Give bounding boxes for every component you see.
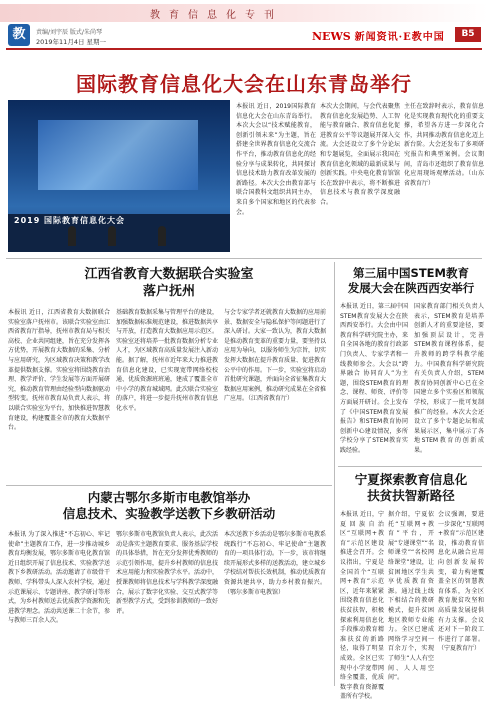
lead-article-col3: 主任在致辞时表示，教育信息化是实现教育现代化的重要支撑，希望各方进一步深化合作，共同推动教育信息化迈上新台阶。大会还发布了多项研究报告和典型案例。会议期间，青岛市还组织了教育信息化应用现场观摩活动。（山东省教育厅） bbox=[404, 103, 484, 187]
ningxia-headline-line1: 宁夏探索教育信息化 bbox=[354, 472, 468, 487]
photo-figure bbox=[108, 226, 116, 246]
jiangxi-headline-line2: 落户抚州 bbox=[142, 284, 195, 299]
issue-date: 2019年11月4日 星期一 bbox=[36, 38, 107, 46]
ordos-article-col2: 鄂尔多斯市电教馆负责人表示，此次活动是落实主题教育要求、服务基层学校的具体举措，旨在充分发挥优秀教师的示范引领作用，提升乡村教师的信息技术应用能力和实验教学水平。活动中，授课教师将信息技术与学科教学深度融合，展示了数字化实验、交互式教学等新型教学方式，受到参训教师的一致好评。 bbox=[116, 531, 219, 615]
conference-photo bbox=[8, 100, 230, 252]
jiangxi-article-col1: 本报讯 近日，江西省教育大数据联合实验室落户抚州市。该联合实验室由江西省教育厅指导，抚州市教育局与相关高校、企业共同组建，旨在充分发挥各方优势，开展教育大数据的采集、分析与应用研究，为区域教育决策和教学改革提供数据支撑。实验室将围绕教育治理、教学评价、学生发展等方面开展研究，推动教育管理由经验型向数据驱动型转变。抚州市教育局负责人表示，将以联合实验室为平台，加快推进智慧教育建设，构建覆盖全市的教育大数据平台。 bbox=[8, 309, 111, 432]
ordos-article-col1: 本报讯 为了深入推进“不忘初心、牢记使命”主题教育工作，进一步推动城乡教育均衡发展，鄂尔多斯市电化教育馆近日组织开展了信息技术、实验教学送教下乡教研活动。活动邀请了市级骨干教师、学科带头人深入农村学校，通过示范课展示、专题讲座、教学研讨等形式，为乡村教师送去优质教学资源和先进教学理念。活动共送课二十余节，参与教师三百余人次。 bbox=[8, 531, 111, 625]
header-divider bbox=[6, 48, 482, 50]
lead-headline: 国际教育信息化大会在山东青岛举行 bbox=[76, 72, 412, 96]
masthead bbox=[0, 0, 488, 52]
lead-article-col1: 本报讯 近日，2019国际教育信息化大会在山东青岛举行。本次大会以“技术赋能教育，创新引领未来”为主题，旨在搭建全世界教育信息化交流合作平台，推动教育信息化的经验分享与成果转化，共同探讨信息技术助力教育改革发展的新路径。本次大会由教育部与联合国教科文组织共同主办，来自多个国家和地区的代表参会。 bbox=[236, 103, 316, 216]
section-label bbox=[312, 28, 445, 43]
shaanxi-article-col1: 本报讯 近日，第三届中国STEM教育发展大会在陕西西安举行。大会由中国教育科学研究院主办，来自全国各地的教育行政部门负责人、专家学者和一线教师参会。大会以“跨界融合 协同育人”为主题，围绕STEM教育的理念、课程、师资、评价等方面展开研讨。会上发布了《中国STEM教育发展报告》和STEM教育协同创新中心建设情况，多所学校分享了STEM教育实践经验。 bbox=[340, 303, 408, 454]
jiangxi-article-col2: 基础教育数据采集与管理平台的建设，加强数据标准规范建设，推进数据共享与开放，打造教育大数据应用示范区。实验室还将培养一批教育数据分析专业人才，为区域教育高质量发展注入新动能。据了解，抚州市近年来大力推进教育信息化建设，已实现宽带网络校校通、优质资源班班通，建成了覆盖全市中小学的教育城域网。此次联合实验室的落户，将进一步提升抚州市教育信息化水平。 bbox=[116, 309, 219, 412]
ordos-article-col3: 本次送教下乡活动是鄂尔多斯市电教系统践行“不忘初心、牢记使命”主题教育的一项具体行动。下一步，该市将继续开展形式多样的送教活动，建立城乡学校结对帮扶长效机制，推动优质教育资源共建共享，助力乡村教育振兴。（鄂尔多斯市电教馆） bbox=[224, 531, 327, 596]
photo-figure bbox=[158, 226, 166, 246]
ningxia-headline bbox=[338, 472, 484, 504]
ordos-headline-line2: 信息技术、实验教学送教下乡教研活动 bbox=[62, 506, 276, 521]
page-number: B5 bbox=[455, 27, 481, 42]
jiangxi-headline-line1: 江西省教育大数据联合实验室 bbox=[84, 267, 254, 282]
jiangxi-headline bbox=[6, 266, 332, 300]
lead-article-col2: 本次大会期间，与会代表聚焦教育信息化发展趋势、人工智能与教育融合、教育信息化促进教育公平等议题展开深入交流。大会还设立了多个分论坛和专题展览，全面展示我国在教育信息化领域的最新成果与创新实践。中央电化教育馆馆长在致辞中表示，将不断推进信息技术与教育教学深度融合。 bbox=[320, 103, 400, 206]
newspaper-logo-icon: 教 bbox=[8, 24, 30, 46]
photo-screen bbox=[38, 120, 198, 190]
column-divider bbox=[334, 262, 335, 686]
shaanxi-headline-line1: 第三届中国STEM教育 bbox=[353, 266, 469, 280]
section-label-cn: 新闻资讯·E教中国 bbox=[354, 32, 445, 43]
ningxia-article-col2: 据介绍，宁夏依托“互联网+教育”平台，开展“专递课堂”“名师课堂”“名校网络课堂”建设，让贫困地区学生共享优质教育资源。通过线上线下相结合的教研模式，提升贫困地区教师专业能力。全区已建成网络学习空间一百余万个，实现了师生“人人有空间、人人用空间”。 bbox=[388, 511, 434, 682]
section-divider bbox=[338, 466, 482, 467]
ningxia-article-col1: 本报讯 近日，宁夏回族自治区“互联网+教育”示范区建设推进会召开。会议指出，宁夏是全国首个“互联网+教育”示范区，近年来紧紧围绕教育信息化扶贫扶智，积极探索利用信息化手段推动教育精准扶贫的新路径，取得了明显成效。全区已实现中小学宽带网络全覆盖，优质数字教育资源覆盖所有学校。 bbox=[340, 511, 384, 701]
section-divider bbox=[6, 485, 332, 486]
ningxia-headline-line2: 扶贫扶智新路径 bbox=[367, 488, 455, 503]
section-divider bbox=[6, 258, 482, 259]
shaanxi-headline-line2: 发展大会在陕西西安举行 bbox=[347, 281, 475, 295]
section-label-en: NEWS bbox=[312, 30, 351, 43]
jiangxi-article-col3: 与会专家学者还就教育大数据的应用前景、数据安全与隐私保护等问题进行了深入研讨。大家一致认为，教育大数据是推动教育变革的重要力量，要坚持以应用为导向，以服务师生为宗旨，切实发挥大数据在提升教育质量、促进教育公平中的作用。下一步，实验室将启动首批研究课题，并面向全省征集教育大数据应用案例，推动研究成果在全省推广应用。（江西省教育厅） bbox=[224, 309, 327, 403]
editor-credits: 责编/刘宇辰 版式/朱尚琴 bbox=[36, 29, 102, 36]
ningxia-article-col3: 会议强调，要进一步深化“互联网+教育”示范区建设，推动教育信息化从融合应用向创新发展转变，着力构建覆盖全区的智慧教育体系，为全区教育脱贫攻坚和高质量发展提供有力支撑。会议还对下一阶段工作进行了部署。（宁夏教育厅） bbox=[438, 511, 484, 653]
shaanxi-headline bbox=[338, 266, 484, 296]
section-ribbon-title: 教育信息化专刊 bbox=[150, 10, 283, 21]
shaanxi-article-col2: 国家教育部门相关负责人表示，STEM教育是培养创新人才的重要途径，要加强顶层设计，完善STEM教育课程体系，提升教师的跨学科教学能力。中国教育科学研究院有关负责人介绍，STEM教育协同创新中心已在全国建立多个实验区和领航学校，形成了一批可复制推广的经验。本次大会还设立了多个专题论坛和成果展示区，集中展示了各地STEM教育的创新成果。 bbox=[414, 303, 484, 454]
photo-figure bbox=[68, 226, 76, 246]
ordos-headline bbox=[6, 490, 332, 522]
photo-banner-text: 2019 国际教育信息化大会 bbox=[14, 216, 126, 225]
ordos-headline-line1: 内蒙古鄂尔多斯市电教馆举办 bbox=[87, 490, 251, 505]
